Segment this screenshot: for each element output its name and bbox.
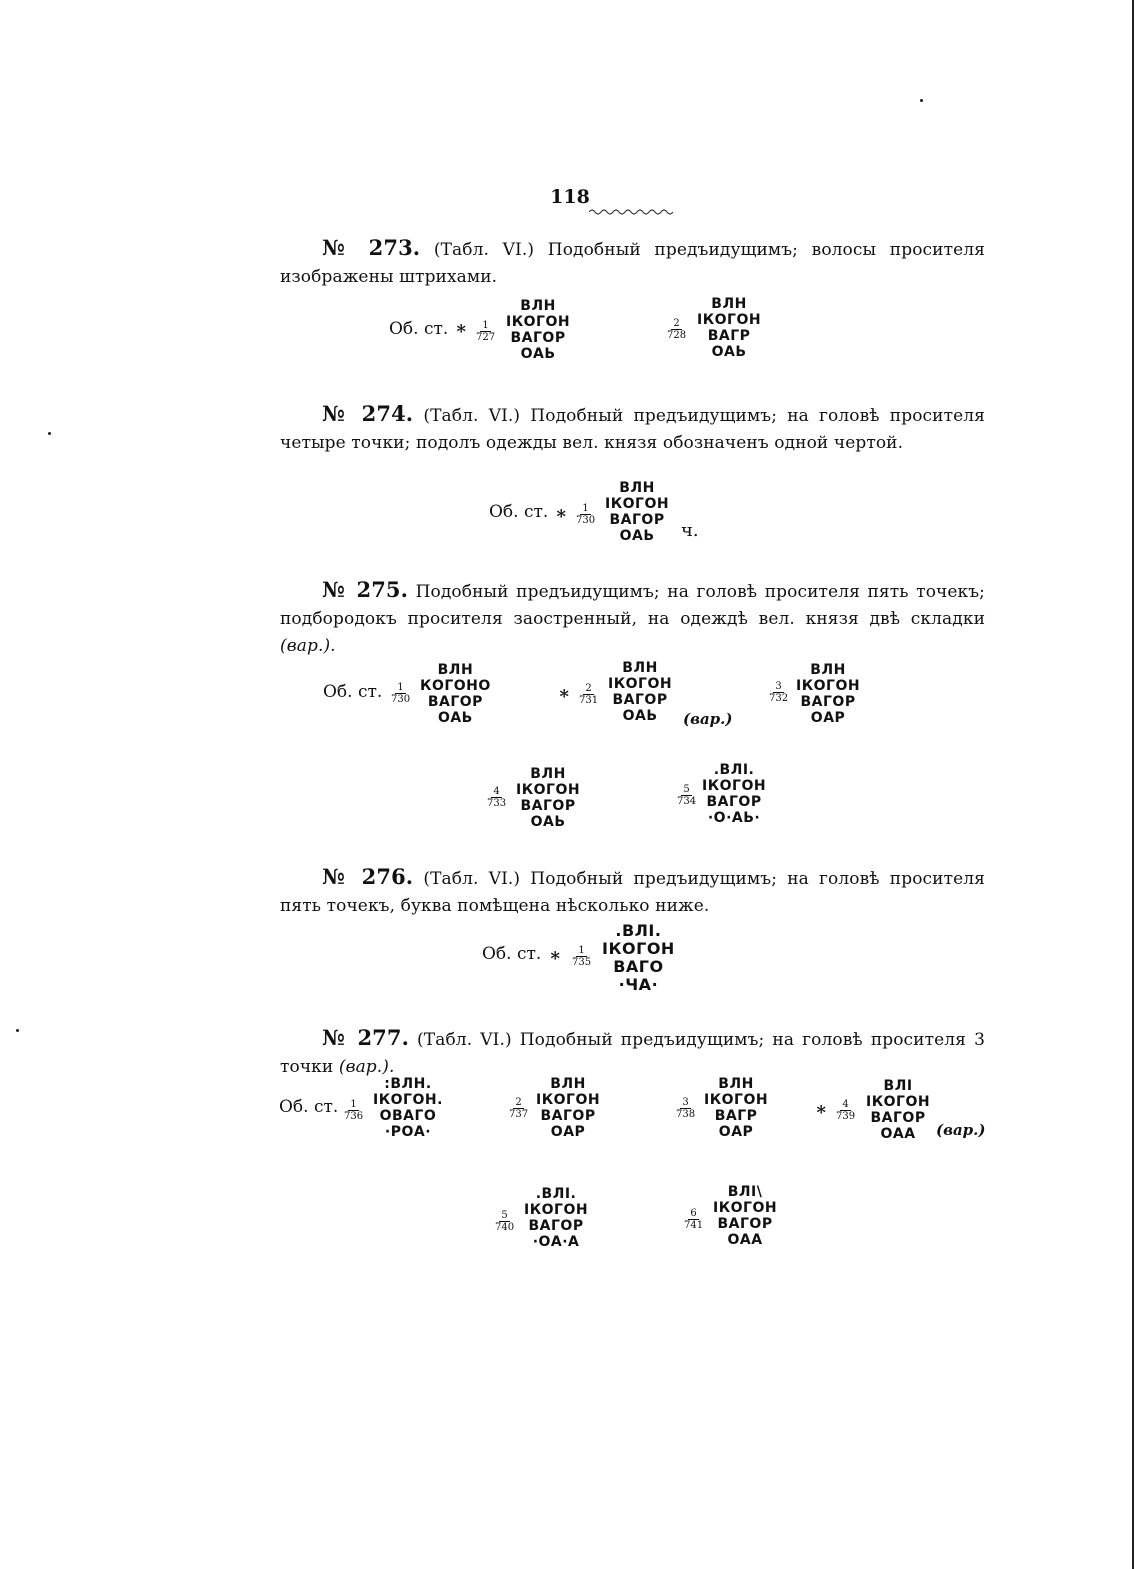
catalog-fraction: $\frac{2}{728}$ <box>667 318 687 341</box>
entry-number: № 274. <box>322 401 414 426</box>
catalog-fraction: $\frac{3}{732}$ <box>769 681 789 704</box>
entry-description: (Табл. VI.) Подобный предъидущимъ; на головѣ просителя четыре точки; подолъ одежды вел. князя обозначенъ одной чертой. <box>280 406 985 453</box>
ob-st-label: Об. ст. <box>389 319 449 339</box>
entry-description: (Табл. VI.) Подобный предъидущимъ; на головѣ просителя 3 точки <box>280 1030 985 1077</box>
coin-legend: :ВЛН. ІКОГОН. ОВАГО ·РОА· <box>373 1076 443 1140</box>
coin-legend: .ВЛІ. ІКОГОН ВАГОР ·О·АЬ· <box>702 762 767 826</box>
variant-note: (вар.) <box>936 1121 986 1139</box>
entry-274-text <box>280 400 985 457</box>
entry-number: № 277. <box>322 1025 409 1050</box>
entry-number: № 275. <box>322 577 409 602</box>
coin-legend: ВЛН ІКОГОН ВАГОР ОАЬ <box>506 298 571 362</box>
ob-st-label: Об. ст. <box>482 944 542 964</box>
catalog-fraction: $\frac{4}{739}$ <box>836 1099 856 1122</box>
catalog-fraction: $\frac{1}{736}$ <box>344 1099 364 1122</box>
catalog-fraction: $\frac{3}{738}$ <box>676 1097 696 1120</box>
catalog-fraction: $\frac{2}{737}$ <box>509 1097 529 1120</box>
ob-st-label: Об. ст. <box>279 1097 339 1117</box>
catalog-fraction: $\frac{6}{741}$ <box>684 1208 704 1231</box>
coin-legend: ВЛН КОГОНО ВАГОР ОАЬ <box>420 662 491 726</box>
coin-legend: ВЛН ІКОГОН ВАГР ОАЬ <box>697 296 762 360</box>
variant-note: (вар.) <box>683 710 733 728</box>
speck <box>48 432 51 435</box>
catalog-fraction: $\frac{1}{730}$ <box>576 503 596 526</box>
entry-description: Подобный предъидущимъ; на головѣ просителя пять точекъ; подбородокъ просителя заостренный, на одеждѣ вел. князя двѣ складки <box>280 582 985 629</box>
catalog-fraction: $\frac{1}{735}$ <box>572 945 592 968</box>
ornament-wavy-line <box>589 208 675 216</box>
coin-legend: ВЛН ІКОГОН ВАГР ОАР <box>704 1076 769 1140</box>
coin-legend: ВЛН ІКОГОН ВАГОР ОАЬ <box>608 660 673 724</box>
coin-legend: .ВЛІ. ІКОГОН ВАГО ·ЧА· <box>602 921 675 994</box>
entry-number: № 276. <box>322 864 414 889</box>
coin-legend: ВЛН ІКОГОН ВАГОР ОАЬ <box>516 766 581 830</box>
coin-legend: ВЛІ\ ІКОГОН ВАГОР ОАА <box>713 1184 778 1248</box>
entry-number: № 273. <box>322 235 421 260</box>
star-icon: ∗ <box>558 683 571 704</box>
coin-legend: .ВЛІ. ІКОГОН ВАГОР ·ОА·А <box>524 1186 589 1250</box>
catalog-fraction: $\frac{5}{734}$ <box>677 784 697 807</box>
star-icon: ∗ <box>455 318 468 339</box>
catalog-fraction: $\frac{5}{740}$ <box>495 1210 515 1233</box>
catalog-fraction: $\frac{2}{731}$ <box>579 683 599 706</box>
coin-legend: ВЛН ІКОГОН ВАГОР ОАР <box>796 662 861 726</box>
catalog-fraction: $\frac{4}{733}$ <box>487 786 507 809</box>
star-icon: ∗ <box>555 503 568 524</box>
entry-277-text <box>280 1024 985 1081</box>
catalog-fraction: $\frac{1}{727}$ <box>476 320 496 343</box>
entry-description: (Табл. VI.) Подобный предъидущимъ; на головѣ просителя пять точекъ, буква помѣщена нѣсколько ниже. <box>280 869 985 916</box>
ob-st-label: Об. ст. <box>323 682 383 702</box>
entry-description: (Табл. VI.) Подобный предъидущимъ; волосы просителя изображены штрихами. <box>280 240 985 287</box>
star-icon: ∗ <box>549 945 562 966</box>
ob-st-label: Об. ст. <box>489 502 549 522</box>
abbreviation-mark: ч. <box>681 520 699 541</box>
variant-note: (вар.). <box>280 636 336 656</box>
coin-legend: ВЛІ ІКОГОН ВАГОР ОАА <box>866 1078 931 1142</box>
coin-legend: ВЛН ІКОГОН ВАГОР ОАЬ <box>605 480 670 544</box>
entry-275-text <box>280 576 985 660</box>
speck <box>920 99 923 102</box>
page-number: 118 <box>550 186 590 208</box>
catalog-fraction: $\frac{1}{730}$ <box>391 682 411 705</box>
entry-273-text <box>280 234 985 291</box>
star-icon: ∗ <box>815 1099 828 1120</box>
coin-legend: ВЛН ІКОГОН ВАГОР ОАР <box>536 1076 601 1140</box>
page-edge-line <box>1132 0 1134 1569</box>
speck <box>16 1029 19 1032</box>
entry-276-text <box>280 863 985 920</box>
variant-note: (вар.). <box>338 1057 395 1077</box>
